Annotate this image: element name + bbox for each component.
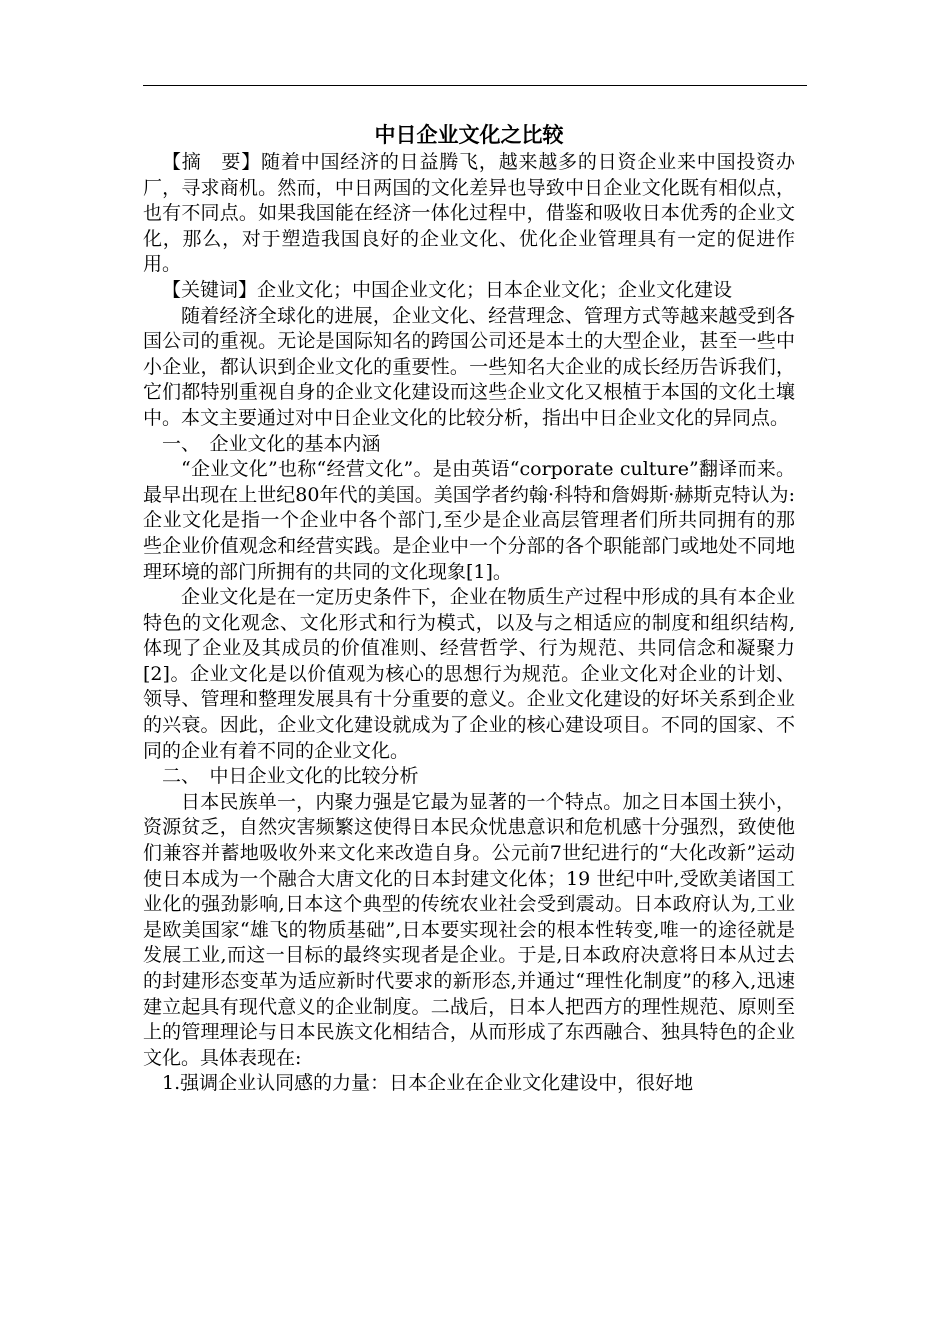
section1-paragraph-2: 企业文化是在一定历史条件下，企业在物质生产过程中形成的具有本企业特色的文化观念、文化形式和行为模式，以及与之相适应的制度和组织结构,体现了企业及其成员的价值准则、经营哲学、行为规范、共同信念和凝聚力[2]。企业文化是以价值观为核心的思想行为规范。企业文化对企业的计划、领导、管理和整理发展具有十分重要的意义。企业文化建设的好坏关系到企业的兴衰。因此，企业文化建设就成为了企业的核心建设项目。不同的国家、不同的企业有着不同的企业文化。 bbox=[143, 586, 795, 762]
section1-paragraph-1: “企业文化”也称“经营文化”。是由英语“corporate culture”翻译而来。最早出现在上世纪80年代的美国。美国学者约翰·科特和詹姆斯·赫斯克特认为:企业文化是指一个企业中各个部门,至少是企业高层管理者们所共同拥有的那些企业价值观念和经营实践。是企业中一个分部的各个职能部门或地处不同地理环境的部门所拥有的共同的文化现象[1]。 bbox=[143, 458, 795, 583]
page-content bbox=[143, 120, 795, 1097]
intro-paragraph: 随着经济全球化的进展，企业文化、经营理念、管理方式等越来越受到各国公司的重视。无论是国际知名的跨国公司还是本土的大型企业，甚至一些中小企业，都认识到企业文化的重要性。一些知名大企业的成长经历告诉我们，它们都特别重视自身的企业文化建设而这些企业文化又根植于本国的文化土壤中。本文主要通过对中日企业文化的比较分析，指出中日企业文化的异同点。 bbox=[143, 304, 795, 429]
section2-paragraph-1: 日本民族单一，内聚力强是它最为显著的一个特点。加之日本国土狭小，资源贫乏，自然灾害频繁这使得日本民众忧患意识和危机感十分强烈，致使他们兼容并蓄地吸收外来文化来改造自身。公元前7世纪进行的“大化改新”运动使日本成为一个融合大唐文化的日本封建文化体；19 世纪中叶,受欧美诸国工业化的强劲影响,日本这个典型的传统农业社会受到震动。日本政府认为,工业是欧美国家“雄飞的物质基础”,日本要实现社会的根本性转变,唯一的途径就是发展工业,而这一目标的最终实现者是企业。于是,日本政府决意将日本从过去的封建形态变革为适应新时代要求的新形态,并通过“理性化制度”的移入,迅速建立起具有现代意义的企业制度。二战后，日本人把西方的理性规范、原则至上的管理理论与日本民族文化相结合，从而形成了东西融合、独具特色的企业文化。具体表现在: bbox=[143, 790, 795, 1069]
keywords-paragraph: 【关键词】企业文化；中国企业文化；日本企业文化；企业文化建设 bbox=[162, 278, 733, 301]
abstract-paragraph: 【摘 要】随着中国经济的日益腾飞，越来越多的日资企业来中国投资办厂，寻求商机。然而，中日两国的文化差异也导致中日企业文化既有相似点，也有不同点。如果我国能在经济一体化过程中，借鉴和吸收日本优秀的企业文化，那么，对于塑造我国良好的企业文化、优化企业管理具有一定的促进作用。 bbox=[143, 151, 795, 276]
list-item-1: 1.强调企业认同感的力量：日本企业在企业文化建设中，很好地 bbox=[162, 1072, 694, 1095]
document-title: 中日企业文化之比较 bbox=[374, 123, 564, 147]
section-heading-2: 二、 中日企业文化的比较分析 bbox=[162, 765, 419, 788]
section-heading-1: 一、 企业文化的基本内涵 bbox=[162, 432, 381, 455]
header-rule bbox=[143, 85, 807, 86]
